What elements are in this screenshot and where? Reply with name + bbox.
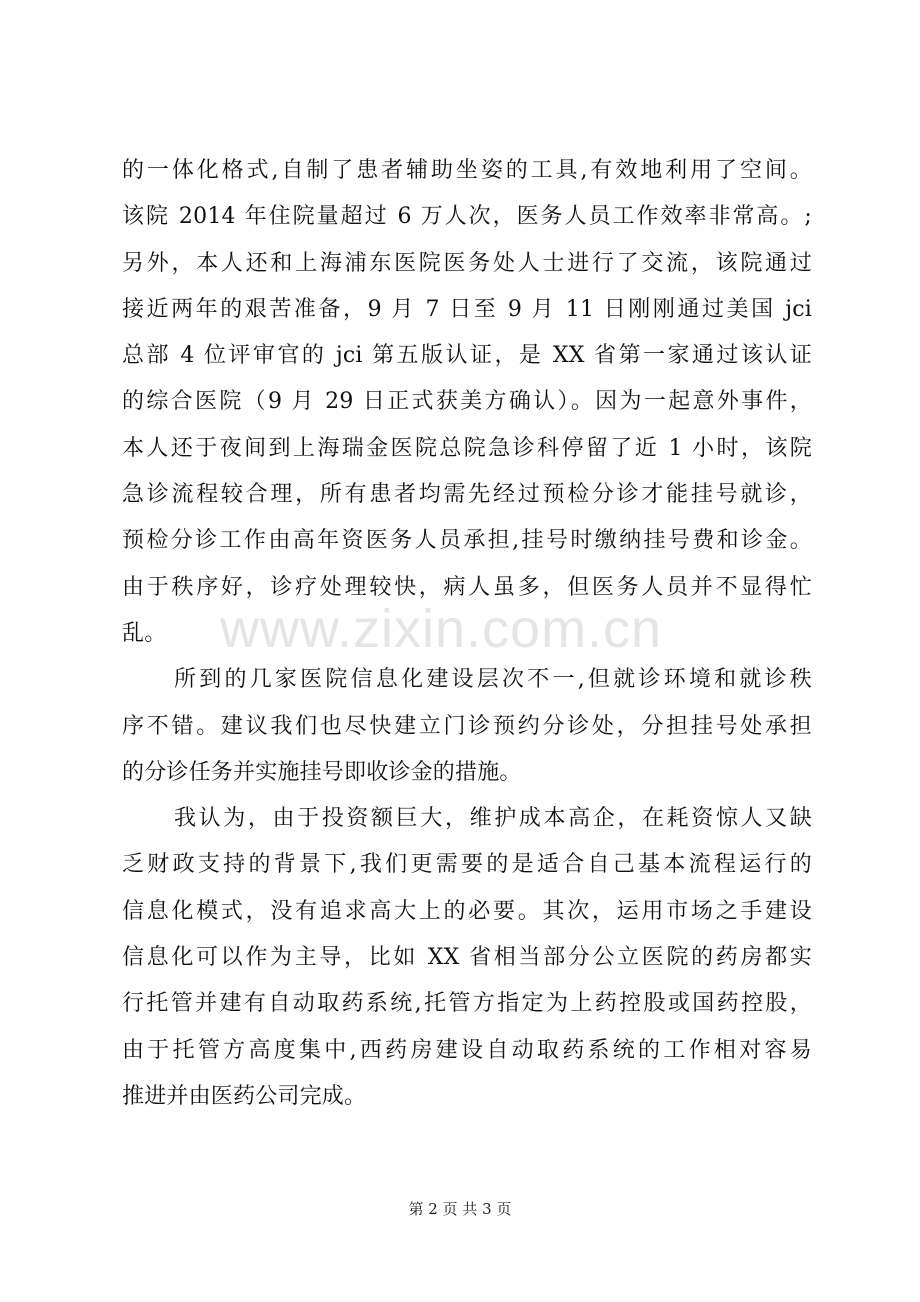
- text-line: 另外，本人还和上海浦东医院医务处人士进行了交流，该院通过: [122, 250, 812, 276]
- text-line: 乱。: [122, 620, 167, 646]
- page-footer: 第 2 页 共 3 页: [408, 1200, 512, 1218]
- text-line: 行托管并建有自动取药系统,托管方指定为上药控股或国药控股，: [122, 991, 812, 1017]
- text-line: 预检分诊工作由高年资医务人员承担,挂号时缴纳挂号费和诊金。: [122, 528, 812, 554]
- text-line: 该院 2014 年住院量超过 6 万人次，医务人员工作效率非常高。;: [122, 204, 812, 230]
- text-line: 接近两年的艰苦准备，9 月 7 日至 9 月 11 日刚刚通过美国 jci: [122, 296, 812, 322]
- text-line: 序不错。建议我们也尽快建立门诊预约分诊处，分担挂号处承担: [122, 713, 812, 739]
- paragraph-first-line: 所到的几家医院信息化建设层次不一,但就诊环境和就诊秩: [174, 667, 812, 693]
- paragraph-first-line: 我认为，由于投资额巨大，维护成本高企，在耗资惊人又缺: [174, 806, 812, 832]
- text-line: 信息化可以作为主导，比如 XX 省相当部分公立医院的药房都实: [122, 945, 812, 971]
- text-line: 的综合医院（9 月 29 日正式获美方确认）。因为一起意外事件，: [122, 389, 812, 415]
- text-line: 本人还于夜间到上海瑞金医院总院急诊科停留了近 1 小时，该院: [122, 435, 812, 461]
- text-line: 的分诊任务并实施挂号即收诊金的措施。: [122, 759, 522, 785]
- text-line: 由于托管方高度集中,西药房建设自动取药系统的工作相对容易: [122, 1037, 812, 1063]
- text-line: 总部 4 位评审官的 jci 第五版认证，是 XX 省第一家通过该认证: [122, 343, 812, 369]
- text-line: 的一体化格式,自制了患者辅助坐姿的工具,有效地利用了空间。: [122, 158, 812, 183]
- watermark: www.zixin.com.cn: [220, 599, 663, 659]
- text-line: 由于秩序好，诊疗处理较快，病人虽多，但医务人员并不显得忙: [122, 574, 812, 600]
- text-line: 乏财政支持的背景下,我们更需要的是适合自己基本流程运行的: [122, 852, 812, 878]
- text-line: 推进并由医药公司完成。: [122, 1083, 367, 1109]
- text-line: 急诊流程较合理，所有患者均需先经过预检分诊才能挂号就诊，: [122, 482, 812, 508]
- text-line: 信息化模式，没有追求高大上的必要。其次，运用市场之手建设: [122, 898, 812, 924]
